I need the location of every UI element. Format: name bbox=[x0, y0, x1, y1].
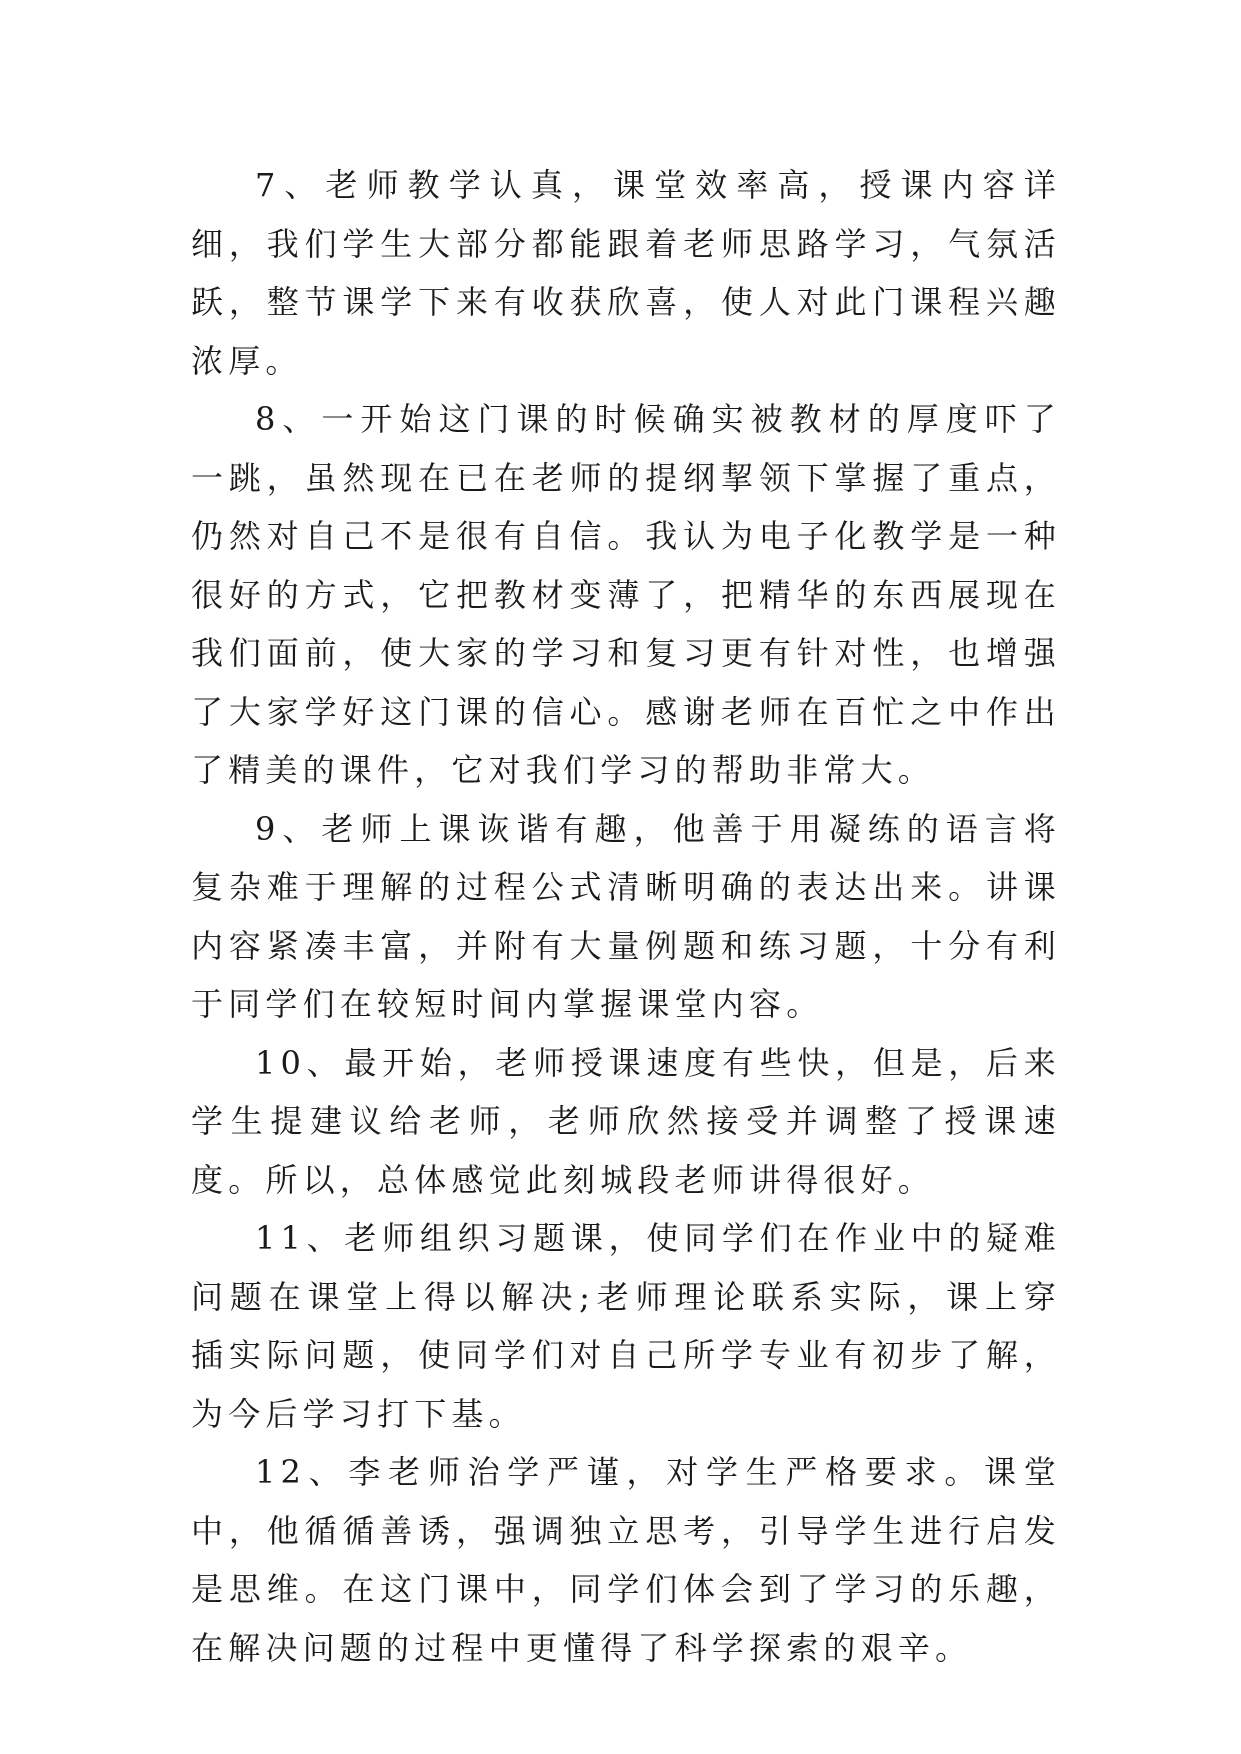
paragraph-12: 12、李老师治学严谨，对学生严格要求。课堂中，他循循善诱，强调独立思考，引导学生进行启发是思维。在这门课中，同学们体会到了学习的乐趣，在解决问题的过程中更懂得了科学探索的艰辛。 bbox=[191, 1453, 1061, 1667]
document-body bbox=[191, 156, 1061, 1677]
paragraph-8: 8、一开始这门课的时候确实被教材的厚度吓了一跳，虽然现在已在老师的提纲挈领下掌握了重点，仍然对自己不是很有自信。我认为电子化教学是一种很好的方式，它把教材变薄了，把精华的东西展现在我们面前，使大家的学习和复习更有针对性，也增强了大家学好这门课的信心。感谢老师在百忙之中作出了精美的课件，它对我们学习的帮助非常大。 bbox=[191, 400, 1061, 789]
paragraph-9: 9、老师上课诙谐有趣，他善于用凝练的语言将复杂难于理解的过程公式清晰明确的表达出来。讲课内容紧凑丰富，并附有大量例题和练习题，十分有利于同学们在较短时间内掌握课堂内容。 bbox=[191, 809, 1061, 1023]
paragraph-11: 11、老师组织习题课，使同学们在作业中的疑难问题在课堂上得以解决;老师理论联系实际，课上穿插实际问题，使同学们对自己所学专业有初步了解，为今后学习打下基。 bbox=[191, 1219, 1061, 1433]
paragraph-7: 7、老师教学认真，课堂效率高，授课内容详细，我们学生大部分都能跟着老师思路学习，气氛活跃，整节课学下来有收获欣喜，使人对此门课程兴趣浓厚。 bbox=[191, 166, 1061, 380]
paragraph-10: 10、最开始，老师授课速度有些快，但是，后来学生提建议给老师，老师欣然接受并调整了授课速度。所以，总体感觉此刻城段老师讲得很好。 bbox=[191, 1043, 1061, 1199]
